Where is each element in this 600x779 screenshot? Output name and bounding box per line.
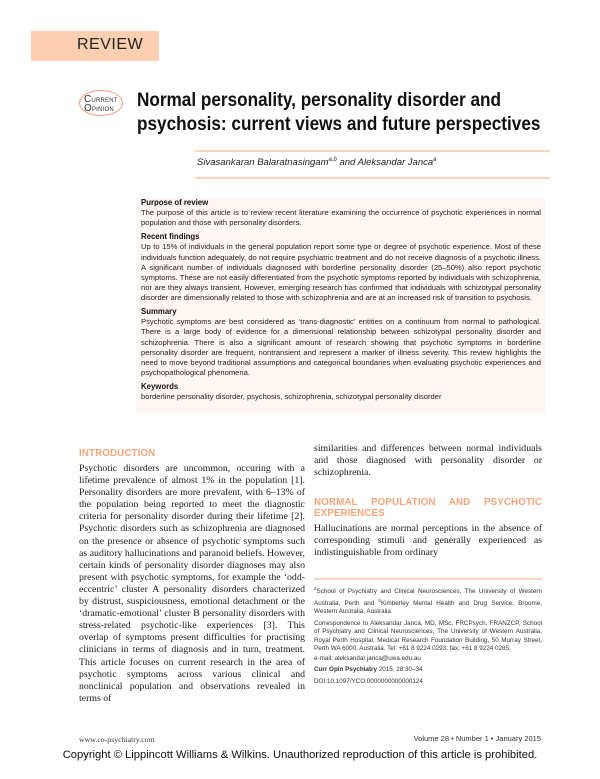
- summary-text: Psychotic symptoms are best considered as ‘trans-diagnostic’ entities on a continuum from normal to pathological. There is a large body of evidence for a dimensional relationship between schizotypal personality disorder and schizophrenia. There is also a significant amount of research showing that psychotic symptoms in borderline personality disorder are frequent, nontransient and represent a marker of illness severity. This review highlights the need to move beyond traditional assumptions and categorical boundaries when evaluating psychotic experiences and psychopathological phenomena.: [141, 317, 541, 378]
- introduction-text: Psychotic disorders are uncommon, occuring with a lifetime prevalence of almost 1% in the population [1]. Personality disorders are more prevalent, with 6–13% of the population being reported to meet the diagnostic criteria for personality disorder during their lifetime [2]. Psychotic disorders such as schizophrenia are diagnosed on the presence or absence of psychotic symptoms such as auditory hallucinations and paranoid beliefs. However, certain kinds of personality disorder diagnoses may also present with psychotic symptoms, for example the ‘odd-eccentric’ cluster A personality disorders characterized by distrust, suspiciousness, emotional detachment or the ‘dramatic-emotional’ cluster B personality disorders with stress-related psychotic-like experiences [3]. This overlap of symptoms present difficulties for practising clinicians in terms of diagnosis and in turn, treatment. This article focuses on current research in the area of psychotic symptoms across various clinical and nonclinical population and observations revealed in terms of: [79, 463, 305, 704]
- correspondence-text: Correspondence to Aleksandar Janca, MD, MSc, FRCPsych, FRANZCP, School of Psychiatry and Clinical Neurosciences, The University of Western Australia, Royal Perth Hospital, Medical Research Foundation Building, 50 Murray Street, Perth WA 6000, Australia. Tel: +61 8 9224 0293; fax: +61 8 9224 0285;: [314, 619, 542, 653]
- summary-heading: Summary: [141, 307, 177, 317]
- journal-url-link[interactable]: www.co-psychiatry.com: [79, 735, 155, 744]
- normal-population-text: Hallucinations are normal perceptions in the absence of corresponding stimuli and generally experienced as indistinguishable from ordinary: [314, 523, 542, 559]
- purpose-heading: Purpose of review: [141, 198, 209, 207]
- current-opinion-logo-icon: CURRENT OPINION: [79, 90, 123, 116]
- introduction-continued-text: similarities and differences between normal individuals and those diagnosed with personality disorder or schizophrenia.: [314, 443, 542, 479]
- author-1: Sivasankaran Balaratnasingam: [197, 157, 329, 169]
- section-tag-label: REVIEW: [77, 36, 144, 53]
- doi-link[interactable]: DOI:10.1097/YCO.0000000000000124: [314, 677, 423, 685]
- author-rule-top: [195, 150, 550, 152]
- findings-heading: Recent findings: [141, 232, 200, 242]
- findings-text: Up to 15% of individuals in the general population report some type or degree of psychotic experience. Most of these individuals function adequately, do not require psychiatric treatment and do not receive diagnosis of a psychotic illness. A significant number of individuals diagnosed with borderline personality disorder (25–50%) also report psychotic symptoms. These are not easily differentiated from the psychotic symptoms reported by individuals with schizophrenia, nor are they always transient. However, emerging research has confirmed that individuals with schizotypal personality disorder are dimensionally related to those with schizophrenia and are at an increased risk of transition to psychosis.: [141, 242, 541, 303]
- keywords-heading: Keywords: [141, 381, 179, 391]
- issue-info: Volume 28 • Number 1 • January 2015: [413, 734, 541, 743]
- copyright-notice: Copyright © Lippincott Williams & Wilkins. Unauthorized reproduction of this article is prohibited.: [62, 749, 538, 761]
- email-link[interactable]: e-mail: aleksandar.janca@uwa.edu.au: [314, 654, 421, 662]
- introduction-heading: INTRODUCTION: [79, 448, 156, 459]
- author-list: Sivasankaran Balaratnasingam$^{a,b}$ and Aleksandar Janca$^a$: [197, 157, 437, 169]
- article-title: [137, 88, 541, 136]
- article-title-line-2: psychosis: current views and future perspectives: [137, 113, 541, 135]
- footnote-rule: [314, 578, 542, 580]
- author-rule-bottom: [195, 177, 550, 179]
- affiliation-text: $^a$School of Psychiatry and Clinical Neurosciences, The University of Western Australia, Perth and $^b$Kimberley Mental Health and Drug Service, Broome, Western Australia, Australia: [314, 586, 542, 616]
- affiliations: [314, 585, 542, 689]
- right-column: [314, 443, 542, 560]
- normal-population-heading: NORMAL POPULATION AND PSYCHOTIC EXPERIENCES: [314, 497, 542, 519]
- left-column: [79, 463, 305, 705]
- keywords-text: borderline personality disorder, psychosis, schizophrenia, schizotypal personality disorder: [141, 392, 442, 402]
- abstract-box: [136, 198, 545, 414]
- author-2: Aleksandar Janca: [357, 157, 434, 169]
- citation: Curr Opin Psychiatry 2015, 28:30–34: [314, 666, 423, 674]
- purpose-text: The purpose of this article is to review recent literature examining the occurrence of psychotic experiences in normal population and those with personality disorders.: [141, 208, 541, 228]
- section-tag: [31, 31, 159, 61]
- article-title-line-1: Normal personality, personality disorder and: [137, 89, 501, 111]
